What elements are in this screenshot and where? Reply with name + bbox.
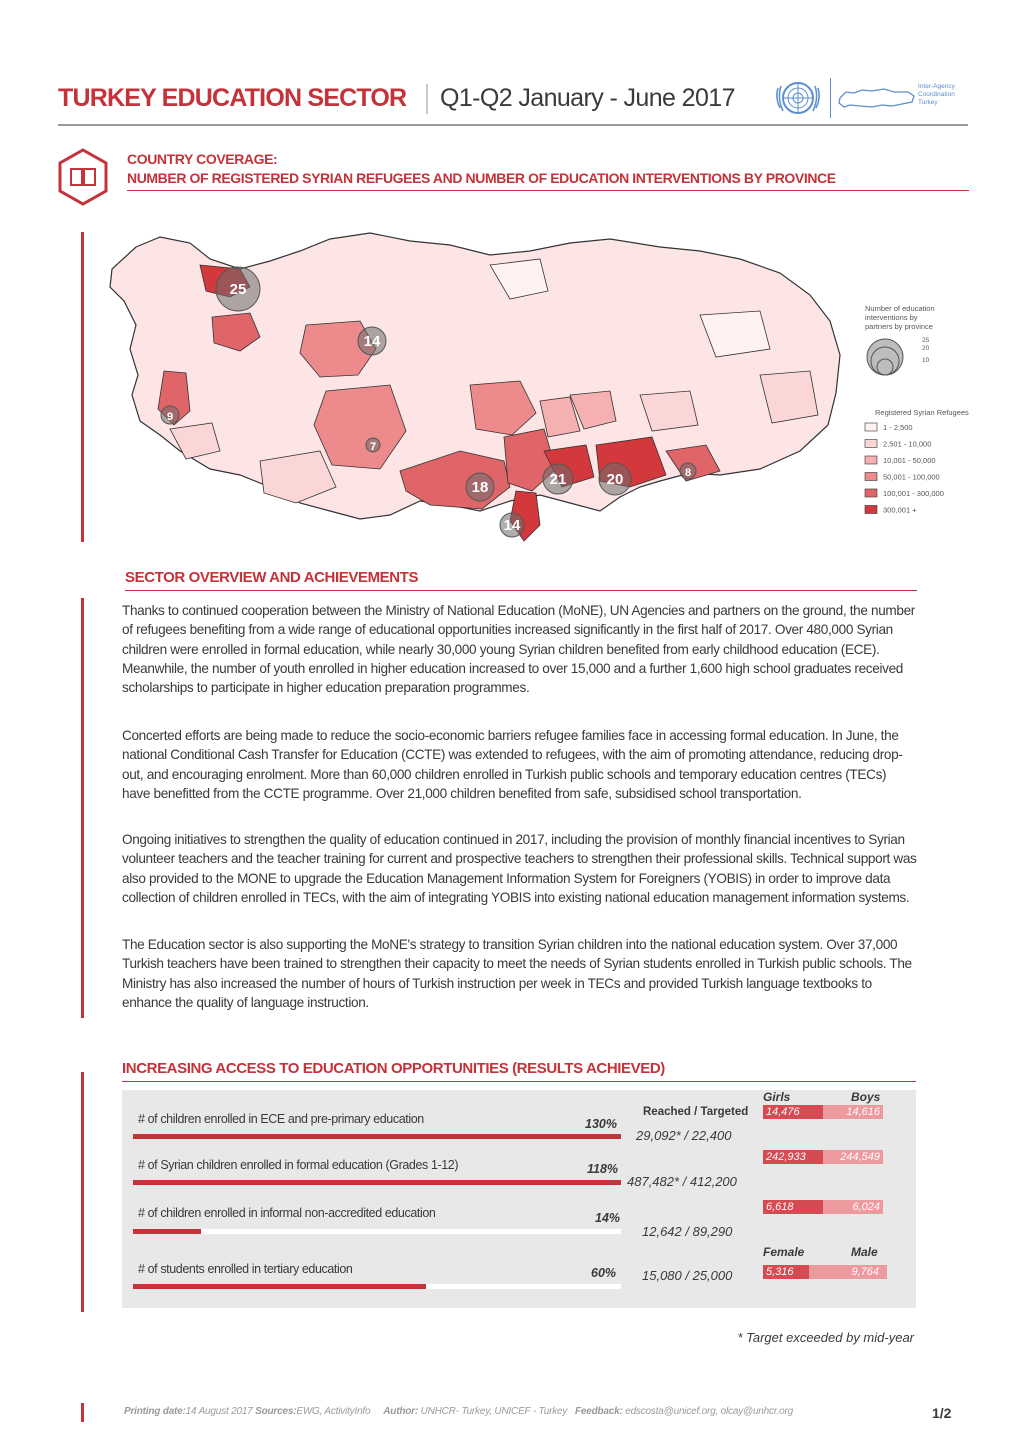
intervention-count: 9 [166,411,174,423]
intervention-count: 8 [684,467,692,479]
male-header: Male [851,1245,878,1259]
results-heading: INCREASING ACCESS TO EDUCATION OPPORTUNITIES (RESULTS ACHIEVED) [122,1060,665,1077]
results-rule [122,1081,916,1082]
refugee-legend-title: Registered Syrian Refugees [875,408,969,417]
overview-paragraph: The Education sector is also supporting the MoNE's strategy to transition Syrian children into the national education system. Over 37,000 Turkish teachers have been trained to strengthen their capacity to meet the needs of Syrian students enrolled in Turkish public schools. The Ministry has also increased the number of hours of Turkish instruction per week in TECs and provided Turkish language textbooks to enhance the quality of language instruction. [122,937,912,1010]
header-rule [58,124,968,126]
overview-paragraph: Thanks to continued cooperation between the Ministry of National Education (MoNE), UN Agencies and partners on the ground, the number of refugees benefiting from a wide range of educational opportunities increased significantly in the first half of 2017. Over 480,000 Syrian children were enrolled in formal education, while nearly 30,000 young Syrian children benefited from early childhood education (ECE). Meanwhile, the number of youth enrolled in higher education increased to over 15,000 and a further 1,600 high school graduates received scholarships to participate in higher education preparation programmes. [122,603,915,696]
overview-side-bar [81,598,84,1018]
result-reached-targeted: 487,482* / 412,200 [627,1174,737,1189]
overview-paragraph: Concerted efforts are being made to reduce the socio-economic barriers refugee families face in accessing formal education. In June, the national Conditional Cash Transfer for Education (CCTE) was extended to refugees, with the aim of promoting attendance, reducing drop-out, and encouraging enrolment. More than 60,000 children enrolled in Turkish public schools and temporary education centres (TECs) have benefitted from the CCTE programme. Over 21,000 children benefited from safe, subsidised school transportation. [122,728,903,801]
result-percent: 130% [585,1117,617,1131]
girls-header: Girls [763,1090,791,1104]
intervention-count: 14 [363,333,381,350]
refugee-class-swatch [865,473,877,481]
target-footnote: * Target exceeded by mid-year [737,1330,914,1345]
overview-heading: SECTOR OVERVIEW AND ACHIEVEMENTS [125,569,419,586]
bubble-legend-value: 25 [922,337,930,344]
reached-targeted-header: Reached / Targeted [643,1106,749,1118]
map-side-bar [81,232,84,542]
bubble-legend-value: 10 [922,357,930,364]
result-progress-track [133,1284,621,1289]
intervention-count: 21 [549,471,567,488]
boys-count: 6,024 [823,1200,883,1214]
result-progress-track [133,1180,621,1185]
coverage-heading-line1: COUNTRY COVERAGE: [127,151,278,167]
boys-count: 14,616 [823,1105,883,1119]
result-progress-track [133,1134,621,1139]
author-label: Author: [383,1406,418,1417]
coverage-rule [127,190,969,191]
refugee-class-legend [865,423,944,515]
footer-info [124,1406,793,1417]
feedback-label: Feedback: [574,1406,623,1417]
province-map [100,225,1000,555]
report-period: Q1-Q2 January - June 2017 [440,84,735,112]
result-percent: 60% [591,1266,617,1280]
printing-label: Printing date: [124,1406,186,1417]
female-count: 5,316 [763,1265,809,1279]
result-reached-targeted: 29,092* / 22,400 [636,1128,732,1143]
results-side-bar [81,1072,84,1312]
result-progress-fill [133,1134,621,1139]
result-progress-fill [133,1284,426,1289]
intervention-count: 7 [369,441,377,453]
result-label: # of students enrolled in tertiary education [138,1262,353,1276]
bubble-legend-value: 20 [922,345,930,352]
result-reached-targeted: 12,642 / 89,290 [642,1224,733,1239]
coverage-heading-line2: NUMBER OF REGISTERED SYRIAN REFUGEES AND NUMBER OF EDUCATION INTERVENTIONS BY PROVINCE [127,170,836,186]
refugee-class-swatch [865,423,877,431]
refugee-class-label: 2,501 - 10,000 [883,439,932,449]
coverage-heading [127,150,969,188]
refugee-class-swatch [865,440,877,448]
un-emblem-logo [772,78,824,118]
refugee-class-label: 50,001 - 100,000 [883,472,940,482]
title-separator [426,84,428,114]
intervention-count: 18 [471,479,489,496]
bubble-legend-circle [867,339,903,375]
result-reached-targeted: 15,080 / 25,000 [642,1268,733,1283]
result-percent: 14% [595,1211,621,1225]
feedback-link[interactable]: edscosta@unicef.org, olcay@unhcr.org [625,1406,794,1417]
book-icon [56,147,110,207]
author-value: UNHCR- Turkey, UNICEF - Turkey [420,1406,568,1417]
result-label: # of Syrian children enrolled in formal education (Grades 1-12) [138,1158,459,1172]
girls-count: 242,933 [763,1150,823,1164]
bubble-size-legend [867,337,930,375]
sources-value: EWG, ActivityInfo [296,1406,371,1417]
sources-label: Sources: [255,1406,297,1417]
refugee-class-label: 100,001 - 300,000 [883,489,944,498]
bubble-legend-title: Number of education interventions by partners by province [865,304,935,331]
report-header [58,78,968,126]
boys-header: Boys [851,1090,881,1104]
intervention-count: 14 [503,517,521,534]
result-progress-fill [133,1180,621,1185]
overview-rule [125,590,917,591]
footer-side-bar [81,1403,84,1422]
female-header: Female [763,1245,805,1259]
result-label: # of children enrolled in informal non-accredited education [138,1206,436,1220]
page-number: 1/2 [932,1405,952,1421]
refugee-class-label: 300,001 + [883,505,917,515]
refugee-class-swatch [865,506,877,514]
partner-logo-text: Inter-Agency Coordination Turkey [918,83,955,106]
girls-count: 6,618 [763,1200,823,1214]
logo-divider [830,78,831,118]
intervention-count: 20 [606,471,624,488]
result-label: # of children enrolled in ECE and pre-primary education [138,1112,424,1126]
girls-count: 14,476 [763,1105,823,1119]
intervention-count: 25 [229,281,247,298]
overview-paragraph: Ongoing initiatives to strengthen the quality of education continued in 2017, including the provision of monthly financial incentives to Syrian volunteer teachers and the teacher training for current and prospective teachers to strengthen their professional skills. Technical support was also provided to the MONE to upgrade the Education Management Information System for Foreigners (YOBIS) in order to improve data collection of children enrolled in TECs, with the aim of integrating YOBIS into existing national education management information systems. [122,832,917,905]
result-percent: 118% [587,1162,619,1176]
refugee-class-label: 1 - 2,500 [883,423,913,432]
refugee-class-label: 10,001 - 50,000 [883,456,936,465]
male-count: 9,764 [809,1265,887,1279]
boys-count: 244,549 [823,1150,883,1164]
printing-date: 14 August 2017 [185,1406,253,1417]
map-legend [865,304,969,515]
result-progress-track [133,1229,621,1234]
report-title: TURKEY EDUCATION SECTOR [58,84,407,112]
refugee-class-swatch [865,456,877,464]
refugee-class-swatch [865,489,877,497]
result-progress-fill [133,1229,201,1234]
